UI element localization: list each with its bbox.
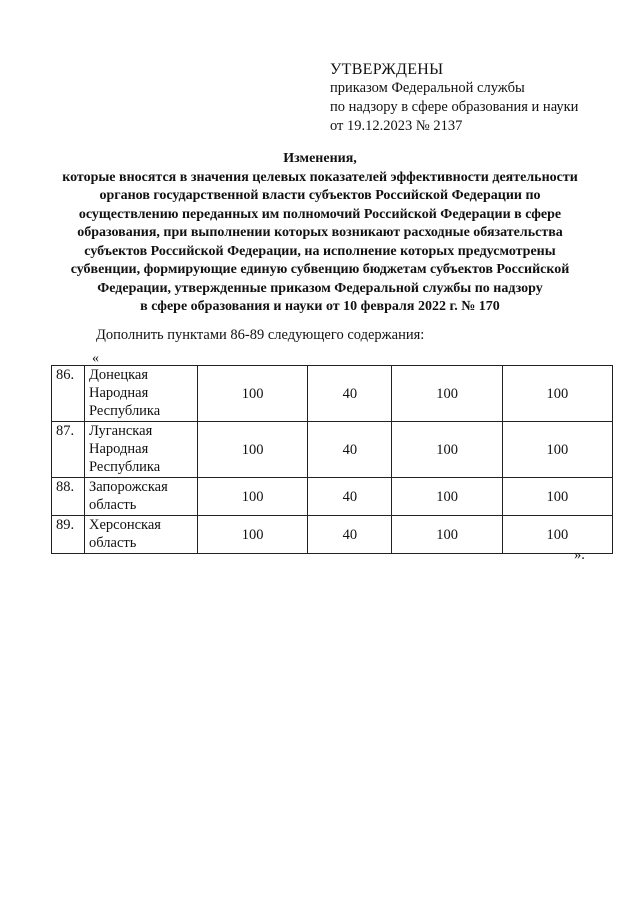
open-quote: « bbox=[92, 351, 99, 366]
intro-text: Дополнить пунктами 86-89 следующего содержания: bbox=[96, 327, 425, 343]
value-cell: 100 bbox=[392, 366, 502, 422]
value-cell: 100 bbox=[198, 422, 308, 478]
document-title bbox=[30, 150, 610, 317]
title-line: Изменения, bbox=[283, 151, 357, 166]
region-name: Донецкая Народная Республика bbox=[85, 366, 198, 422]
approval-line-3: от 19.12.2023 № 2137 bbox=[330, 118, 463, 134]
region-name: Луганская Народная Республика bbox=[85, 422, 198, 478]
value-cell: 100 bbox=[392, 516, 502, 554]
table-row bbox=[52, 366, 613, 422]
value-cell: 100 bbox=[392, 478, 502, 516]
title-line: в сфере образования и науки от 10 февраля 2022 г. № 170 bbox=[140, 299, 500, 314]
title-line: Федерации, утвержденные приказом Федеральной службы по надзору bbox=[97, 280, 543, 296]
title-line: органов государственной власти субъектов Российской Федерации по bbox=[99, 188, 541, 203]
row-number: 89. bbox=[52, 516, 85, 554]
value-cell: 40 bbox=[308, 422, 392, 478]
approval-block bbox=[330, 60, 578, 136]
value-cell: 100 bbox=[198, 366, 308, 422]
table-row bbox=[52, 422, 613, 478]
row-number: 88. bbox=[52, 478, 85, 516]
table-row bbox=[52, 478, 613, 516]
value-cell: 100 bbox=[502, 422, 612, 478]
table-row bbox=[52, 516, 613, 554]
value-cell: 40 bbox=[308, 516, 392, 554]
value-cell: 100 bbox=[198, 516, 308, 554]
approval-heading: УТВЕРЖДЕНЫ bbox=[330, 61, 444, 78]
title-line: осуществлению переданных им полномочий Российской Федерации в сфере bbox=[78, 206, 562, 222]
close-quote: ». bbox=[574, 547, 585, 563]
region-name: Запорожская область bbox=[85, 478, 198, 516]
approval-line-2: по надзору в сфере образования и науки bbox=[330, 99, 579, 115]
value-cell: 100 bbox=[502, 366, 612, 422]
indicators-table bbox=[51, 365, 613, 554]
title-line: образования, при выполнении которых возникают расходные обязательства bbox=[77, 225, 563, 240]
title-line: субъектов Российской Федерации, на исполнение которых предусмотрены bbox=[84, 243, 556, 259]
row-number: 87. bbox=[52, 422, 85, 478]
region-name: Херсонская область bbox=[85, 516, 198, 554]
title-line: субвенции, формирующие единую субвенцию бюджетам субъектов Российской bbox=[70, 262, 570, 277]
title-line: которые вносятся в значения целевых показателей эффективности деятельности bbox=[62, 169, 578, 185]
value-cell: 100 bbox=[502, 478, 612, 516]
value-cell: 100 bbox=[198, 478, 308, 516]
value-cell: 100 bbox=[502, 516, 612, 554]
value-cell: 40 bbox=[308, 478, 392, 516]
approval-line-1: приказом Федеральной службы bbox=[330, 80, 525, 96]
value-cell: 40 bbox=[308, 366, 392, 422]
value-cell: 100 bbox=[392, 422, 502, 478]
row-number: 86. bbox=[52, 366, 85, 422]
